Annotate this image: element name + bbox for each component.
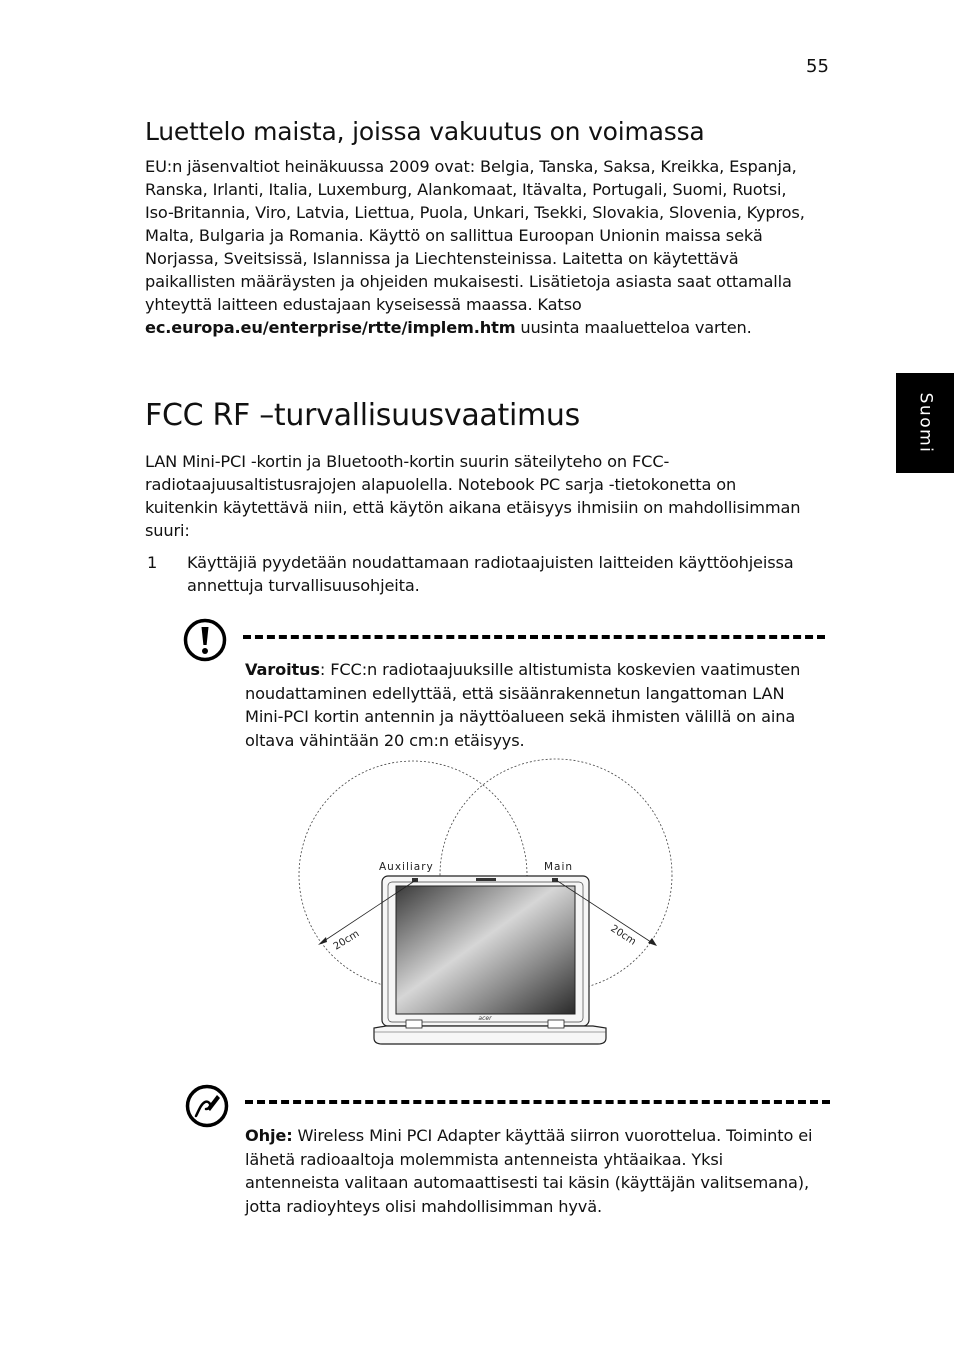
fcc-intro-paragraph: LAN Mini-PCI -kortin ja Bluetooth-kortin suurin säteilyteho on FCC-radiotaajuusaltistusrajojen alapuolella. Notebook PC sarja -tietokonetta on kuitenkin käytettävä niin, että käytön aikana etäisyys ihmisiin on mahdollisimman suuri:: [145, 452, 801, 540]
language-tab-label: Suomi: [915, 392, 935, 454]
pen-circle-icon: [185, 1084, 229, 1128]
page-number: 55: [806, 56, 829, 77]
exclamation-circle-icon: [183, 618, 227, 662]
list-item-text: Käyttäjiä pyydetään noudattamaan radiotaajuisten laitteiden käyttöohjeissa annettuja turvallisuusohjeita.: [187, 553, 794, 595]
countries-text: EU:n jäsenvaltiot heinäkuussa 2009 ovat: Belgia, Tanska, Saksa, Kreikka, Espanja, Ranska, Irlanti, Italia, Luxemburg, Alankomaat, Itävalta, Portugali, Suomi, Ruotsi, Iso-Britannia, Viro, Latvia, Liettua, Puola, Unkari, Tsekki, Slovakia, Slovenia, Kypros, Malta, Bulgaria ja Romania. Käyttö on sallittua Euroopan Unionin maissa sekä Norjassa, Sveitsissä, Islannissa ja Liechtensteinissa. Laitetta on käytettävä paikallisten määräysten ja ohjeiden mukaisesti. Lisätietoja asiasta saat ottamalla yhteyttä laitteen edustajaan kyseisessä maassa. Katso: [145, 157, 805, 314]
note-divider: [245, 1100, 830, 1104]
auxiliary-label: Auxiliary: [379, 861, 434, 873]
note-label: Ohje:: [245, 1126, 293, 1145]
right-distance-label: 20cm: [608, 923, 638, 948]
note-body: Wireless Mini PCI Adapter käyttää siirron vuorottelua. Toiminto ei lähetä radioaaltoja molemmista antenneista yhtäaikaa. Yksi antenneista valitaan automaattisesti tai käsin (käyttäjän valitsemana), jotta radioyhteys olisi mahdollisimman hyvä.: [245, 1126, 813, 1216]
eu-link[interactable]: ec.europa.eu/enterprise/rtte/implem.htm: [145, 318, 516, 337]
antenna-distance-figure: [296, 758, 678, 1053]
section-heading-countries: Luettelo maista, joissa vakuutus on voimassa: [145, 117, 705, 146]
warning-body: : FCC:n radiotaajuuksille altistumista koskevien vaatimusten noudattaminen edellyttää, että sisäänrakennetun langattoman LAN Mini-PCI kortin antennin ja näyttöalueen sekä ihmisten välillä on aina oltava vähintään 20 cm:n etäisyys.: [245, 660, 801, 750]
left-distance-label: 20cm: [331, 928, 362, 953]
countries-text-end: uusinta maaluetteloa varten.: [515, 318, 752, 337]
section-heading-fcc: FCC RF –turvallisuusvaatimus: [145, 398, 580, 433]
warning-text: [245, 658, 820, 752]
language-tab: [896, 373, 954, 473]
note-text: [245, 1124, 820, 1218]
acer-logo: acer: [478, 1015, 492, 1022]
warning-divider: [243, 635, 825, 639]
warning-label: Varoitus: [245, 660, 320, 679]
laptop-drawing: [374, 876, 606, 1044]
main-label: Main: [544, 861, 574, 873]
countries-paragraph: [145, 155, 810, 339]
list-item-number: 1: [147, 553, 158, 572]
